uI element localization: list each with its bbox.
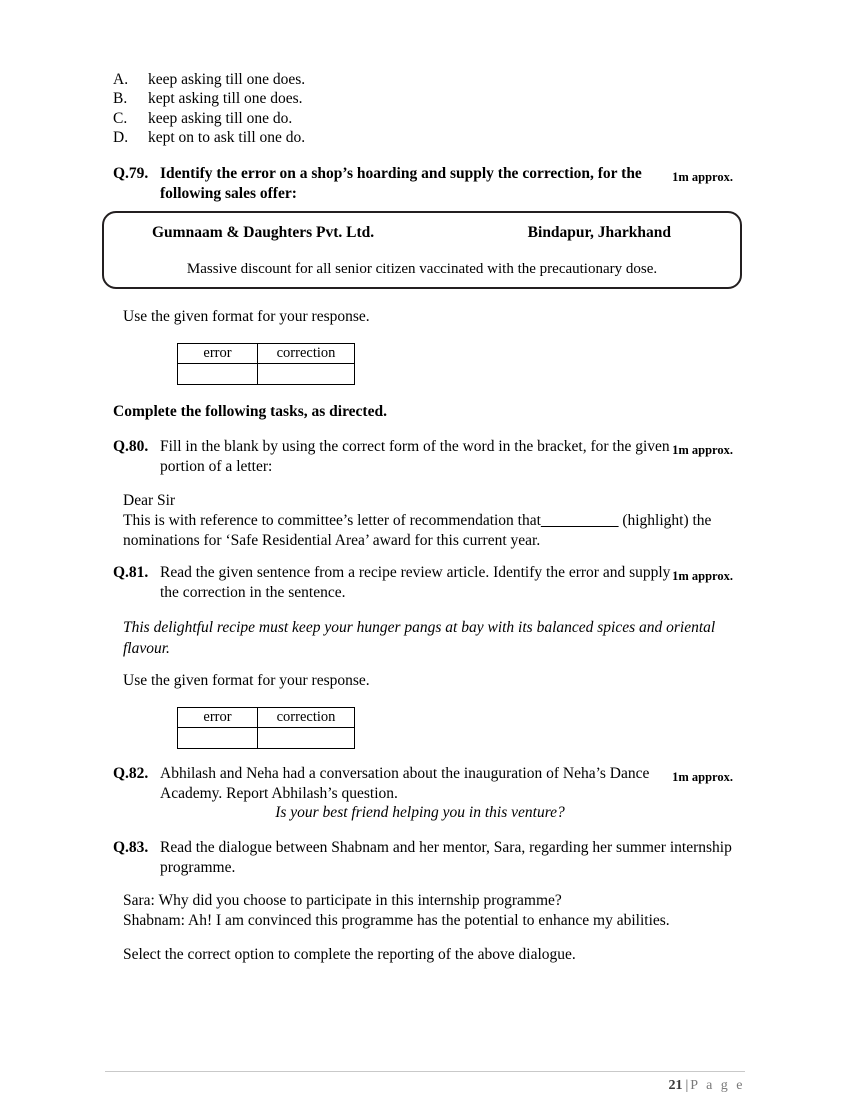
question-81 — [113, 563, 733, 603]
table-row — [178, 728, 355, 749]
marks-label: 1m approx. — [672, 170, 733, 184]
marks-label: 1m approx. — [672, 569, 733, 583]
table-header-row — [178, 344, 355, 364]
q83-dialogue — [123, 891, 743, 931]
hoarding-box — [102, 211, 742, 289]
header-correction: correction — [258, 344, 355, 364]
question-text — [160, 164, 733, 204]
option-letter: A. — [113, 71, 129, 88]
question-text — [160, 764, 733, 804]
hoarding-offer-text: Massive discount for all senior citizen vaccinated with the precautionary dose. — [186, 261, 658, 277]
header-error: error — [178, 708, 258, 728]
question-number: Q.79. — [113, 165, 149, 182]
cell-correction[interactable] — [258, 364, 355, 385]
letter-salutation: Dear Sir — [123, 492, 176, 509]
q82-reported-question: Is your best friend helping you in this venture? — [275, 804, 565, 821]
question-statement: Fill in the blank by using the correct form of the word in the bracket, for the given portion of a letter: — [160, 438, 670, 475]
question-number: Q.80. — [113, 438, 149, 455]
page-footer — [668, 1078, 745, 1094]
question-82 — [113, 764, 733, 804]
list-item — [113, 70, 733, 89]
option-text: kept on to ask till one do. — [148, 128, 306, 146]
question-text — [160, 437, 733, 477]
list-item — [113, 109, 733, 128]
q80-letter-extract — [123, 491, 728, 551]
option-text: kept asking till one does. — [148, 90, 303, 108]
question-number: Q.83. — [113, 839, 149, 856]
question-text — [160, 563, 733, 603]
header-error: error — [178, 344, 258, 364]
dialogue-line-shabnam: Shabnam: Ah! I am convinced this programme has the potential to enhance my abilities. — [123, 912, 670, 929]
q81-format-instruction: Use the given format for your response. — [123, 672, 370, 689]
question-statement: Identify the error on a shop’s hoarding and supply the correction, for the following sales offer: — [160, 165, 642, 202]
footer-page-label: P a g e — [690, 1078, 745, 1093]
letter-body-before: This is with reference to committee’s letter of recommendation that — [123, 512, 541, 529]
option-letter: C. — [113, 109, 128, 127]
list-item — [113, 128, 733, 147]
q79-format-instruction: Use the given format for your response. — [123, 308, 370, 325]
answer-options-list — [113, 70, 733, 147]
hoarding-header — [104, 224, 740, 242]
footer-divider — [105, 1071, 745, 1072]
q81-error-correction-table — [177, 707, 355, 749]
option-letter: D. — [113, 128, 129, 146]
q79-error-correction-table — [177, 343, 355, 385]
question-number: Q.82. — [113, 765, 149, 782]
list-item — [113, 89, 733, 108]
dialogue-line-sara: Sara: Why did you choose to participate in this internship programme? — [123, 892, 562, 909]
option-text: keep asking till one does. — [148, 71, 306, 88]
cell-error[interactable] — [178, 728, 258, 749]
fill-in-blank[interactable]: __________ — [540, 512, 619, 529]
question-number: Q.81. — [113, 564, 149, 581]
letter-body — [123, 511, 728, 551]
option-text: keep asking till one do. — [148, 109, 293, 127]
footer-separator: | — [685, 1078, 689, 1093]
q81-recipe-sentence: This delightful recipe must keep your hunger pangs at bay with its balanced spices and oriental flavour. — [123, 619, 716, 657]
option-letter: B. — [113, 90, 128, 108]
cell-error[interactable] — [178, 364, 258, 385]
question-statement: Abhilash and Neha had a conversation about the inauguration of Neha’s Dance Academy. Report Abhilash’s question. — [160, 765, 650, 802]
question-statement: Read the given sentence from a recipe review article. Identify the error and supply the correction in the sentence. — [160, 564, 671, 601]
q83-instruction: Select the correct option to complete the reporting of the above dialogue. — [123, 946, 576, 963]
marks-label: 1m approx. — [672, 443, 733, 457]
question-79 — [113, 164, 733, 204]
marks-label: 1m approx. — [672, 770, 733, 784]
footer-page-number: 21 — [668, 1078, 683, 1093]
table-header-row — [178, 708, 355, 728]
hoarding-company-name: Gumnaam & Daughters Pvt. Ltd. — [152, 224, 375, 241]
letter-body-after: (highlight) the nominations for ‘Safe Residential Area’ award for this current year. — [123, 512, 712, 549]
question-text: Read the dialogue between Shabnam and her mentor, Sara, regarding her summer internship programme. — [160, 839, 732, 876]
question-83 — [113, 838, 733, 878]
header-correction: correction — [258, 708, 355, 728]
section-heading: Complete the following tasks, as directed. — [113, 403, 387, 420]
question-80 — [113, 437, 733, 477]
cell-correction[interactable] — [258, 728, 355, 749]
hoarding-location: Bindapur, Jharkhand — [527, 224, 671, 241]
table-row — [178, 364, 355, 385]
